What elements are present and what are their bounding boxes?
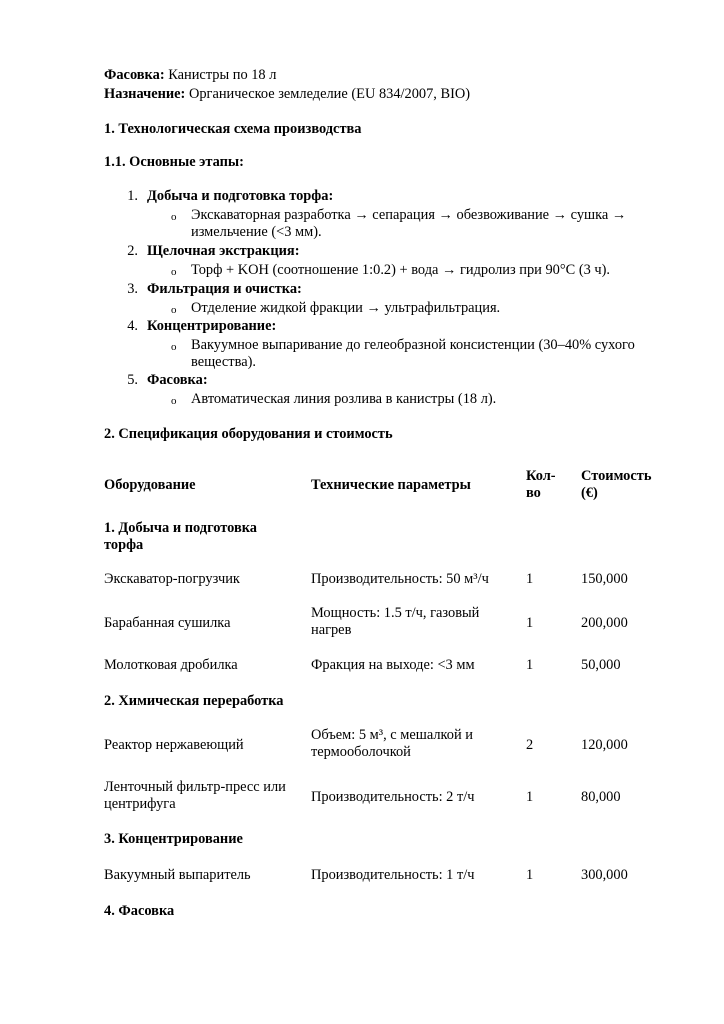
table-group-title: 3. Концентрирование	[104, 831, 243, 847]
table-cell-name: Барабанная сушилка	[104, 615, 231, 631]
step-title: Концентрирование:	[147, 318, 277, 334]
bullet-icon: o	[171, 395, 177, 407]
bullet-icon: o	[171, 341, 177, 353]
column-header-equipment: Оборудование	[104, 477, 196, 493]
step-number: 5.	[127, 372, 138, 388]
bullet-icon: o	[171, 211, 177, 223]
table-cell-params: Производительность: 1 т/ч	[311, 867, 475, 883]
step-number: 4.	[127, 318, 138, 334]
table-cell-params: Производительность: 2 т/ч	[311, 789, 475, 805]
step-number: 2.	[127, 243, 138, 259]
table-cell-qty: 1	[526, 789, 534, 805]
table-cell-params: Производительность: 50 м³/ч	[311, 571, 489, 587]
table-cell-cost: 120,000	[581, 737, 628, 753]
bullet-icon: o	[171, 266, 177, 278]
table-cell-name: Вакуумный выпаритель	[104, 867, 251, 883]
table-cell-cost: 150,000	[581, 571, 628, 587]
column-header-params: Технические параметры	[311, 477, 471, 493]
purpose-label: Назначение:	[104, 86, 186, 102]
bullet-icon: o	[171, 304, 177, 316]
table-cell-cost: 50,000	[581, 657, 621, 673]
table-cell-name: Ленточный фильтр-пресс или центрифуга	[104, 779, 286, 812]
section2-title: 2. Спецификация оборудования и стоимость	[104, 426, 393, 442]
table-cell-qty: 1	[526, 571, 534, 587]
step-number: 1.	[127, 188, 138, 204]
table-cell-qty: 1	[526, 867, 534, 883]
step-detail: Вакуумное выпаривание до гелеобразной консистенции (30–40% сухого вещества).	[191, 337, 635, 370]
table-cell-params: Фракция на выходе: <3 мм	[311, 657, 475, 673]
table-cell-cost: 80,000	[581, 789, 621, 805]
table-cell-name: Реактор нержавеющий	[104, 737, 244, 753]
step-detail: Торф + KOH (соотношение 1:0.2) + вода → гидролиз при 90°C (3 ч).	[191, 262, 611, 278]
step-detail: Автоматическая линия розлива в канистры (18 л).	[191, 391, 497, 407]
table-cell-cost: 200,000	[581, 615, 628, 631]
table-group-title: 4. Фасовка	[104, 903, 175, 919]
section1-subtitle: 1.1. Основные этапы:	[104, 154, 244, 170]
step-detail: Экскаваторная разработка → сепарация → обезвоживание → сушка → измельчение (<3 мм).	[191, 207, 627, 240]
table-cell-name: Молотковая дробилка	[104, 657, 238, 673]
step-title: Фильтрация и очистка:	[147, 281, 302, 297]
purpose-value: Органическое земледелие (EU 834/2007, BIO)	[188, 86, 471, 102]
packaging-value: Канистры по 18 л	[168, 67, 277, 83]
table-group-title: 2. Химическая переработка	[104, 693, 284, 709]
table-cell-name: Экскаватор-погрузчик	[104, 571, 240, 587]
step-title: Щелочная экстракция:	[147, 243, 300, 259]
table-cell-cost: 300,000	[581, 867, 628, 883]
step-number: 3.	[127, 281, 138, 297]
column-header-cost: Стоимость (€)	[581, 468, 652, 501]
table-cell-qty: 1	[526, 657, 534, 673]
step-detail: Отделение жидкой фракции → ультрафильтрация.	[191, 300, 501, 316]
table-cell-params: Объем: 5 м³, с мешалкой и термооболочкой	[311, 727, 474, 760]
packaging-label: Фасовка:	[104, 67, 165, 83]
column-header-qty: Кол-во	[526, 468, 556, 501]
packaging-line	[104, 67, 276, 84]
section1-title: 1. Технологическая схема производства	[104, 121, 362, 137]
table-cell-qty: 2	[526, 737, 534, 753]
step-title: Фасовка:	[147, 372, 208, 388]
table-cell-params: Мощность: 1.5 т/ч, газовый нагрев	[311, 605, 480, 638]
table-cell-qty: 1	[526, 615, 534, 631]
purpose-line	[104, 86, 470, 103]
table-group-title: 1. Добыча и подготовка торфа	[104, 520, 258, 553]
step-title: Добыча и подготовка торфа:	[147, 188, 334, 204]
